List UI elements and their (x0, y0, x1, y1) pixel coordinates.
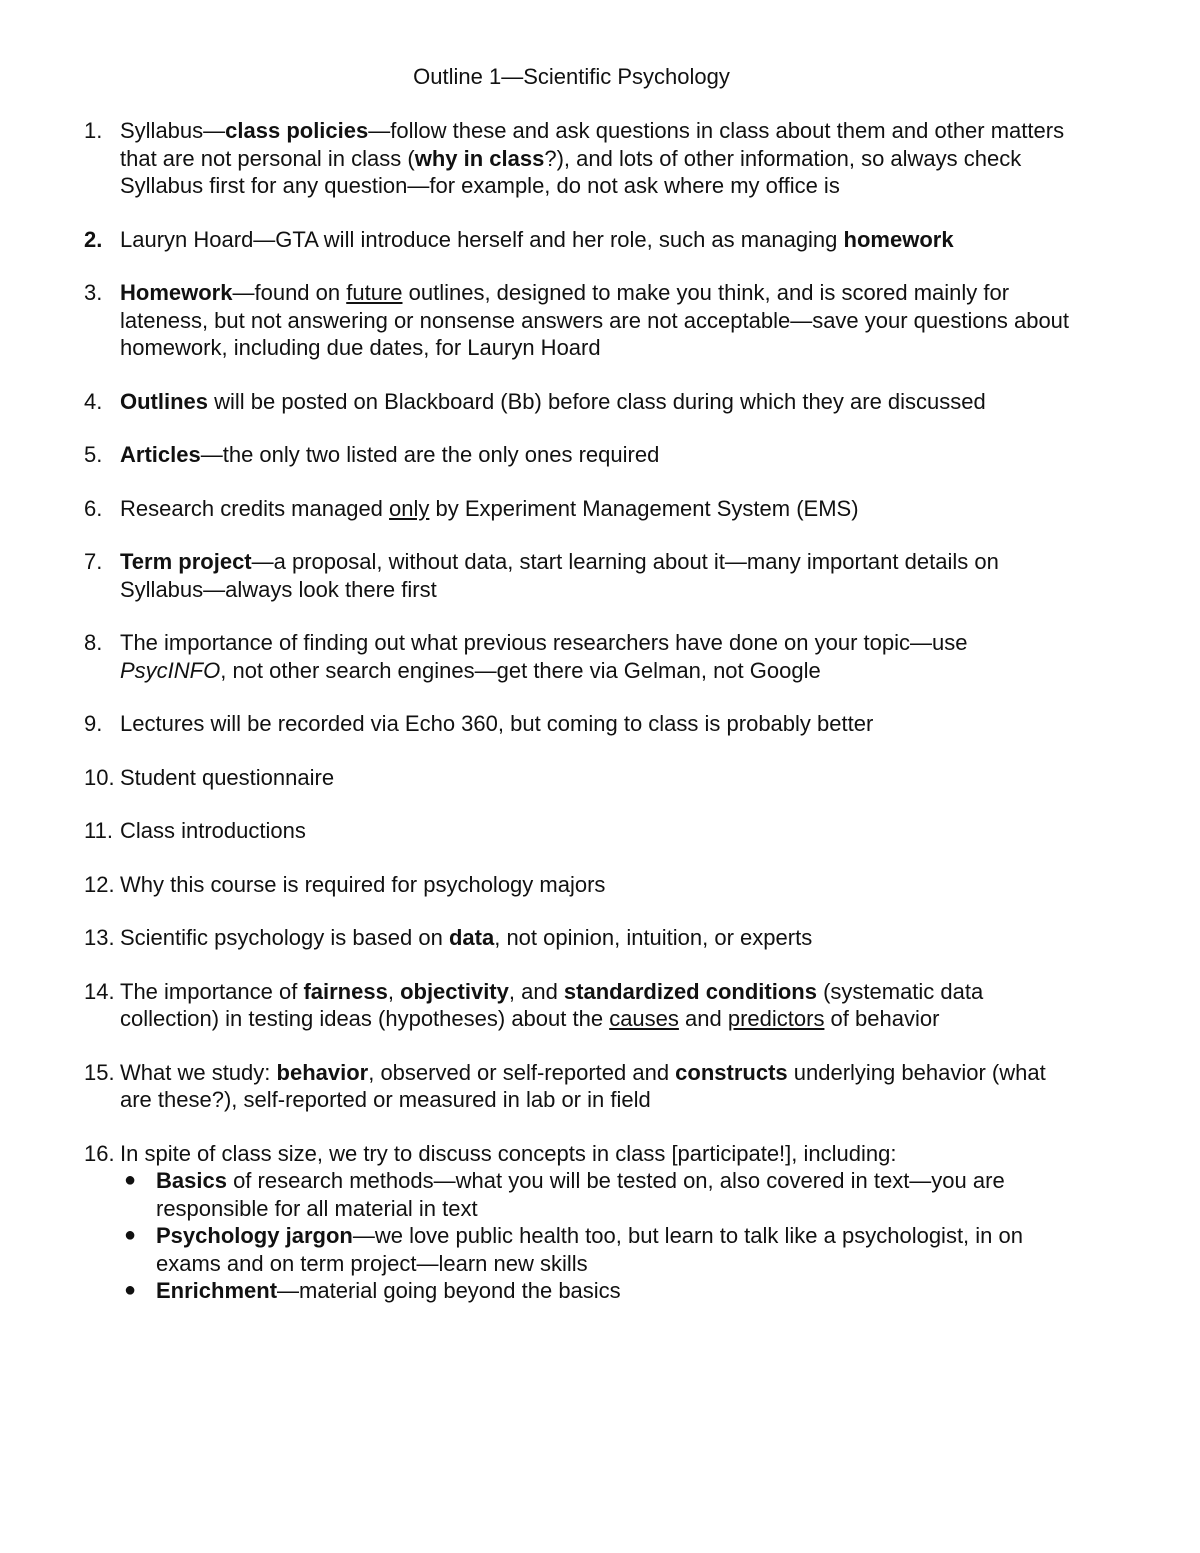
text-segment: , and (508, 978, 564, 1004)
item-number: 6. (84, 495, 103, 521)
item-number: 16. (84, 1140, 115, 1166)
text-segment: objectivity (400, 978, 509, 1004)
item-text (120, 871, 1074, 899)
text-segment: underlying behavior (what are these?), self-reported or measured in lab or in field (120, 1059, 1046, 1112)
text-segment: PsycINFO (120, 657, 221, 683)
item-text (120, 978, 1074, 1033)
outline-item (84, 1059, 1074, 1114)
item-text (120, 495, 1074, 523)
item-number: 7. (84, 549, 103, 574)
text-segment: causes (609, 1006, 679, 1031)
item-text (120, 710, 1074, 738)
item-text (120, 388, 1074, 416)
text-segment: fairness (303, 978, 388, 1004)
outline-item (84, 764, 1074, 792)
item-text (120, 1059, 1074, 1114)
text-segment: data (448, 925, 495, 950)
item-text (120, 548, 1074, 603)
text-segment: Psychology jargon (156, 1223, 353, 1248)
item-number: 5. (84, 442, 103, 467)
text-segment: , (387, 978, 401, 1004)
outline-item (84, 871, 1074, 899)
item-number: 11. (84, 818, 113, 843)
outline-list (84, 117, 1074, 1331)
item-text (120, 924, 1074, 952)
text-segment: why in class (414, 145, 545, 171)
item-text (120, 1140, 1074, 1168)
text-segment: The importance of (120, 978, 304, 1004)
text-segment: Enrichment (156, 1278, 278, 1303)
text-segment: by Experiment Management System (EMS) (429, 495, 859, 521)
text-segment: standardized conditions (563, 978, 817, 1004)
item-number: 15. (84, 1059, 115, 1085)
outline-item (84, 495, 1074, 523)
text-segment: The importance of finding out what previous researchers have done on your topic—use (120, 630, 968, 655)
text-segment: Scientific psychology is based on (120, 925, 449, 950)
bullet-item (120, 1222, 1074, 1277)
bullet-item (120, 1277, 1074, 1305)
text-segment: ?), and lots of other information, so always check Syllabus first for any question—for example, do not ask where my office is (120, 145, 1022, 198)
text-segment: —a proposal, without data, start learning about it—many important details on Syllabus—always look there first (120, 549, 999, 602)
text-segment: only (389, 495, 430, 521)
item-number: 9. (84, 711, 103, 736)
text-segment: Lauryn Hoard—GTA will introduce herself and her role, such as managing (120, 226, 844, 252)
text-segment: , not opinion, intuition, or experts (494, 925, 813, 950)
text-segment: Articles (120, 442, 201, 467)
text-segment: In spite of class size, we try to discuss concepts in class [participate!], including: (120, 1140, 897, 1166)
text-segment: of behavior (824, 1006, 940, 1031)
bullet-dot-icon: ● (124, 1279, 137, 1301)
item-number: 4. (84, 388, 103, 414)
item-number: 8. (84, 630, 103, 655)
outline-item (84, 548, 1074, 603)
text-segment: Lectures will be recorded via Echo 360, but coming to class is probably better (120, 711, 874, 736)
outline-item (84, 710, 1074, 738)
outline-item (84, 441, 1074, 469)
item-number: 10. (84, 764, 115, 790)
text-segment: Class introductions (120, 818, 306, 843)
text-segment: class policies (225, 118, 369, 143)
text-segment: of research methods—what you will be tested on, also covered in text—you are responsible for all material in text (156, 1168, 1005, 1221)
item-number: 12. (84, 871, 115, 897)
item-text (120, 764, 1074, 792)
text-segment: , observed or self-reported and (368, 1059, 676, 1085)
text-segment: Homework (120, 280, 233, 305)
item-number: 14. (84, 978, 115, 1004)
text-segment: —material going beyond the basics (277, 1278, 621, 1303)
text-segment: Research credits managed (120, 495, 390, 521)
text-segment: constructs (675, 1059, 788, 1085)
outline-item (84, 279, 1074, 362)
item-text (120, 226, 1074, 254)
text-segment: , not other search engines—get there via Gelman, not Google (220, 657, 821, 683)
item-number: 3. (84, 280, 103, 305)
text-segment: outlines, designed to make you think, and is scored mainly for lateness, but not answering or nonsense answers are not acceptable—save your questions about homework, including due dates, for Lauryn Hoard (120, 280, 1070, 360)
bullet-dot-icon: ● (124, 1169, 137, 1191)
item-number: 13. (84, 925, 115, 950)
item-number: 2. (84, 226, 103, 252)
text-segment: Why this course is required for psychology majors (120, 871, 606, 897)
outline-item (84, 924, 1074, 952)
text-segment: —we love public health too, but learn to talk like a psychologist, in on exams and on term project—learn new skills (156, 1223, 1023, 1276)
outline-item (84, 629, 1074, 684)
bullet-item (120, 1167, 1074, 1222)
outline-item (84, 117, 1074, 200)
outline-item (84, 1140, 1074, 1305)
text-segment: What we study: (120, 1059, 277, 1085)
text-segment: (systematic data collection) in testing ideas (hypotheses) about the (120, 978, 984, 1031)
bullet-list (120, 1167, 1074, 1305)
text-segment: Term project (120, 549, 252, 574)
text-segment: behavior (276, 1059, 369, 1085)
item-text (120, 817, 1074, 845)
text-segment: and (678, 1006, 728, 1031)
text-segment: —follow these and ask questions in class about them and other matters that are not personal in class ( (120, 118, 1065, 171)
text-segment: future (346, 280, 403, 305)
text-segment: —the only two listed are the only ones required (200, 442, 660, 467)
item-text (120, 441, 1074, 469)
outline-item (84, 817, 1074, 845)
text-segment: Syllabus— (120, 118, 226, 143)
text-segment: will be posted on Blackboard (Bb) before class during which they are discussed (208, 388, 986, 414)
text-segment: predictors (727, 1006, 825, 1031)
item-text (120, 629, 1074, 684)
text-segment: Outlines (120, 388, 209, 414)
item-number: 1. (84, 118, 103, 143)
outline-item (84, 226, 1074, 254)
bullet-dot-icon: ● (124, 1224, 137, 1246)
page-title: Outline 1—Scientific Psychology (413, 64, 730, 89)
item-text (120, 117, 1074, 200)
text-segment: —found on (232, 280, 347, 305)
outline-item (84, 388, 1074, 416)
outline-item (84, 978, 1074, 1033)
text-segment: Student questionnaire (120, 764, 335, 790)
item-text (120, 279, 1074, 362)
text-segment: Basics (156, 1168, 227, 1193)
text-segment: homework (843, 226, 954, 252)
